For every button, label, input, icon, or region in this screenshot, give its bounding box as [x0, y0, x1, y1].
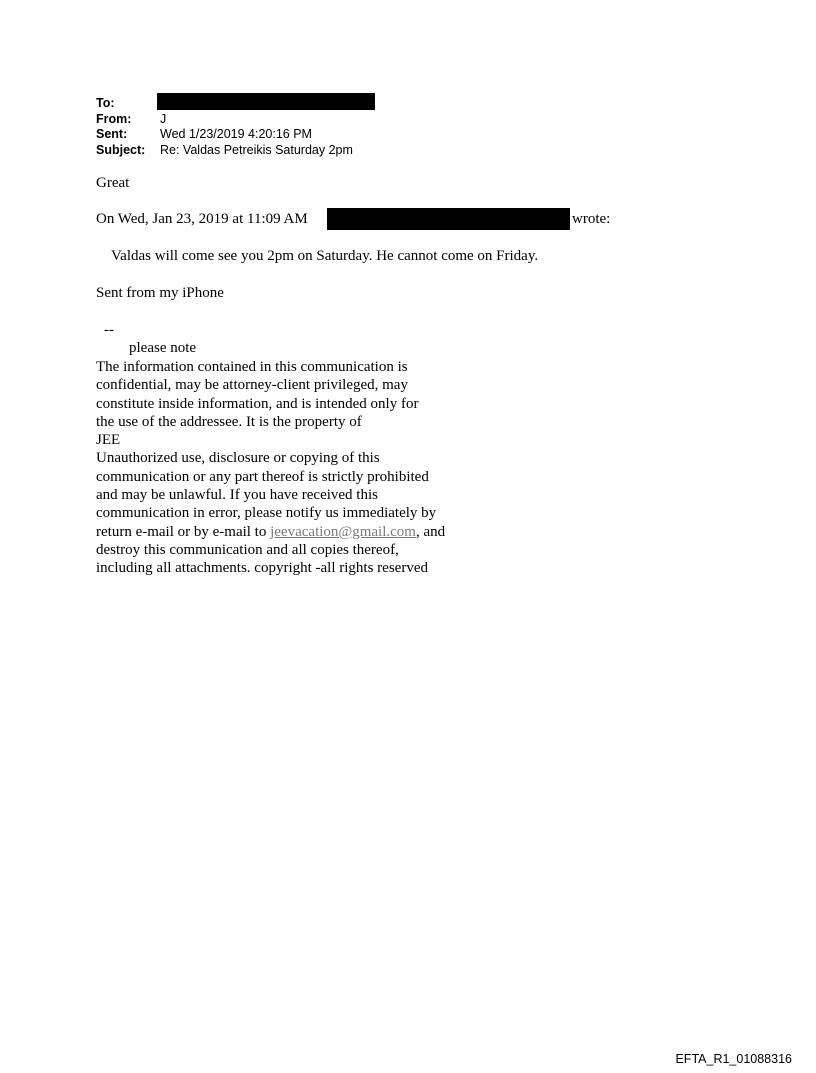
disclaimer-line: confidential, may be attorney-client privileged, may [96, 377, 408, 394]
quote-intro-prefix: On Wed, Jan 23, 2019 at 11:09 AM [96, 211, 308, 227]
disclaimer-line: The information contained in this communication is [96, 359, 408, 375]
disclaimer-line: the use of the addressee. It is the property of [96, 413, 362, 430]
email-link[interactable]: jeevacation@gmail.com [270, 523, 416, 540]
document-id: EFTA_R1_01088316 [675, 1052, 792, 1066]
disclaimer-line: and may be unlawful. If you have received this [96, 487, 378, 504]
signature-separator: -- [104, 322, 114, 338]
disclaimer-email-line [96, 523, 445, 541]
disclaimer-line: constitute inside information, and is intended only for [96, 395, 419, 412]
redaction-quote-sender [327, 208, 570, 230]
quoted-message: Valdas will come see you 2pm on Saturday. He cannot come on Friday. [111, 248, 539, 264]
disclaimer-line: Unauthorized use, disclosure or copying of this [96, 450, 380, 467]
please-note-text: please note [129, 340, 197, 356]
confidentiality-disclaimer [96, 358, 445, 578]
disclaimer-line: destroy this communication and all copies thereof, [96, 541, 399, 558]
disclaimer-line: communication in error, please notify us immediately by [96, 505, 437, 522]
sent-value: Wed 1/23/2019 4:20:16 PM [160, 127, 312, 141]
subject-value: Re: Valdas Petreikis Saturday 2pm [160, 142, 353, 157]
from-value: J [160, 111, 167, 126]
subject-label: Subject: [96, 142, 146, 157]
email-line-suffix: , and [415, 523, 446, 540]
signature-text: Sent from my iPhone [96, 285, 224, 301]
disclaimer-line: JEE [96, 432, 121, 449]
to-label: To: [96, 96, 115, 110]
redaction-to-recipient [157, 93, 375, 110]
reply-text: Great [96, 175, 130, 191]
quote-intro-suffix: wrote: [572, 211, 611, 227]
disclaimer-line: communication or any part thereof is strictly prohibited [96, 468, 429, 485]
from-label: From: [96, 111, 132, 126]
sent-label: Sent: [96, 127, 128, 141]
email-line-prefix: return e-mail or by e-mail to [96, 523, 271, 540]
disclaimer-line: including all attachments. copyright -all rights reserved [96, 560, 428, 577]
